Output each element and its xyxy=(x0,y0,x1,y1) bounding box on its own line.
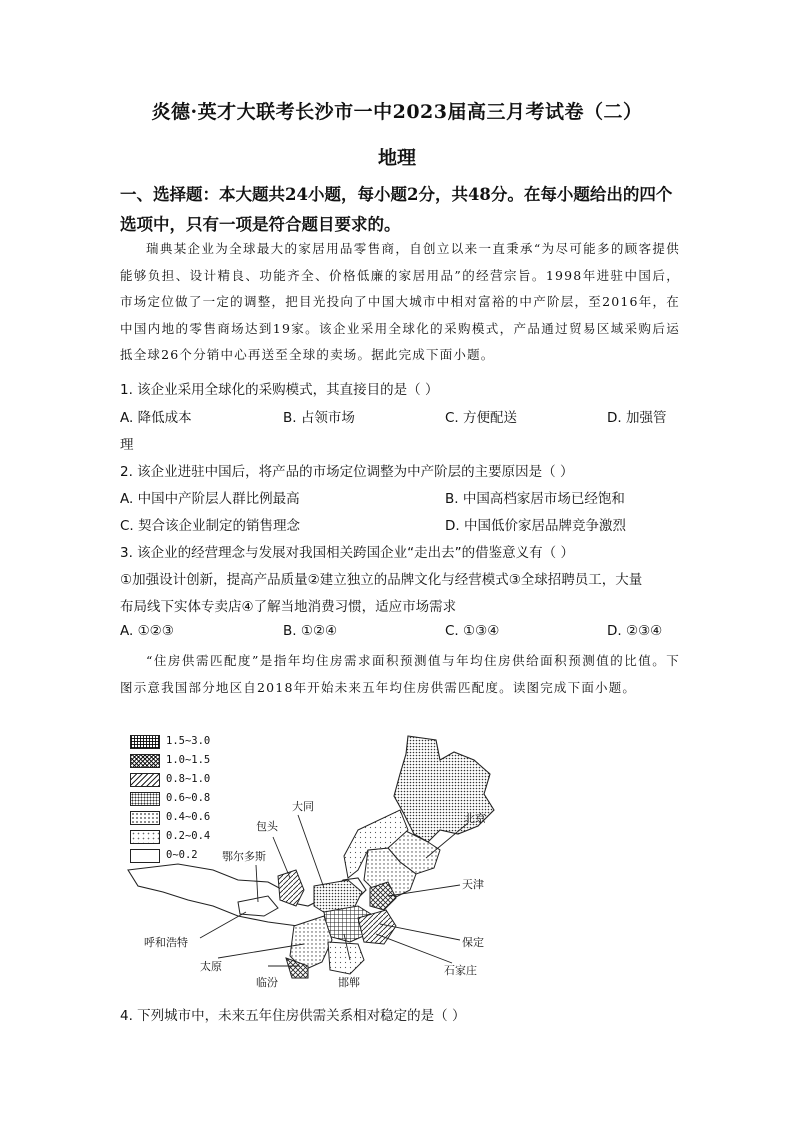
q2-option-a[interactable]: A. 中国中产阶层人群比例最高 xyxy=(120,491,300,507)
city-label-tianjin: 天津 xyxy=(462,878,484,891)
legend-swatch-2 xyxy=(130,754,160,768)
q3-option-a[interactable]: A. ①②③ xyxy=(120,623,174,639)
legend-label-7: 0~0.2 xyxy=(166,849,198,861)
legend-swatch-1 xyxy=(130,735,160,749)
section-heading-line2: 选项中，只有一项是符合题目要求的。 xyxy=(120,215,401,234)
legend-swatch-6 xyxy=(130,830,160,844)
legend-swatch-4 xyxy=(130,792,160,806)
legend-label-4: 0.6~0.8 xyxy=(166,792,211,804)
city-label-ordos: 鄂尔多斯 xyxy=(222,850,266,863)
legend-label-5: 0.4~0.6 xyxy=(166,811,211,823)
city-label-taiyuan: 太原 xyxy=(200,960,222,973)
subject-title: 地理 xyxy=(377,147,416,169)
reading-passage-2: “住房供需匹配度”是指年均住房需求面积预测值与年均住房供给面积预测值的比值。下图示意我国部分地区自2018年开始未来五年均住房供需匹配度。读图完成下面小题。 xyxy=(120,653,680,695)
legend-label-2: 1.0~1.5 xyxy=(166,754,211,766)
legend-swatch-7 xyxy=(130,849,160,863)
question-1-stem: 1. 该企业采用全球化的采购模式，其直接目的是（ ） xyxy=(120,382,439,398)
map-svg xyxy=(118,730,678,990)
legend-label-1: 1.5~3.0 xyxy=(166,735,211,747)
q1-option-b[interactable]: B. 占领市场 xyxy=(283,410,355,426)
question-3-stem: 3. 该企业的经营理念与发展对我国相关跨国企业“走出去”的借鉴意义有（ ） xyxy=(120,545,574,561)
reading-passage-1: 瑞典某企业为全球最大的家居用品零售商，自创立以来一直秉承“为尽可能多的顾客提供能够负担、设计精良、功能齐全、价格低廉的家居用品”的经营宗旨。1998年进驻中国后，市场定位做了一定的调整，把目光投向了中国大城市中相对富裕的中产阶层，至2016年，在中国内地的零售商场达到19家。该企业采用全球化的采购模式，产品通过贸易区域采购后运抵全球26个分销中心再送至全球的卖场。据此完成下面小题。 xyxy=(120,241,680,362)
page-title: 炎德·英才大联考长沙市一中2023届高三月考试卷（二） xyxy=(151,101,643,123)
city-label-shijiazhuang: 石家庄 xyxy=(444,964,477,977)
question-3-line2: ①加强设计创新，提高产品质量②建立独立的品牌文化与经营模式③全球招聘员工，大量 xyxy=(120,572,643,588)
legend-label-6: 0.2~0.4 xyxy=(166,830,211,842)
q3-option-b[interactable]: B. ①②④ xyxy=(283,623,338,639)
city-label-beijing: 北京 xyxy=(464,812,486,825)
q2-option-b[interactable]: B. 中国高档家居市场已经饱和 xyxy=(445,491,625,507)
region-ordos xyxy=(278,870,304,906)
q3-option-d[interactable]: D. ②③④ xyxy=(607,623,663,639)
region-south xyxy=(328,942,364,974)
city-label-linfen: 临汾 xyxy=(256,976,278,989)
city-label-hohhot: 呼和浩特 xyxy=(144,936,188,949)
city-label-datong: 大同 xyxy=(292,800,314,813)
question-4-stem: 4. 下列城市中，未来五年住房供需关系相对稳定的是（ ） xyxy=(120,1008,466,1024)
q1-option-c[interactable]: C. 方便配送 xyxy=(445,410,518,426)
question-2-stem: 2. 该企业进驻中国后，将产品的市场定位调整为中产阶层的主要原因是（ ） xyxy=(120,464,574,480)
q1-option-a[interactable]: A. 降低成本 xyxy=(120,410,192,426)
legend-label-3: 0.8~1.0 xyxy=(166,773,211,785)
section-heading xyxy=(120,180,680,240)
q1-option-d-wrap: 理 xyxy=(120,437,134,453)
city-label-handan: 邯郸 xyxy=(338,976,360,989)
q2-option-d[interactable]: D. 中国低价家居品牌竞争激烈 xyxy=(445,518,626,534)
legend-swatch-5 xyxy=(130,811,160,825)
region-northeast xyxy=(394,736,494,842)
housing-match-map xyxy=(118,730,678,990)
q3-option-c[interactable]: C. ①③④ xyxy=(445,623,500,639)
question-3-line3: 布局线下实体专卖店④了解当地消费习惯，适应市场需求 xyxy=(120,599,457,615)
city-label-baotou: 包头 xyxy=(256,820,278,833)
q2-option-c[interactable]: C. 契合该企业制定的销售理念 xyxy=(120,518,301,534)
legend-swatch-3 xyxy=(130,773,160,787)
section-heading-line1: 一、选择题：本大题共24小题，每小题2分，共48分。在每小题给出的四个 xyxy=(120,185,673,204)
q1-option-d[interactable]: D. 加强管 xyxy=(607,410,667,426)
city-label-baoding: 保定 xyxy=(462,936,484,949)
